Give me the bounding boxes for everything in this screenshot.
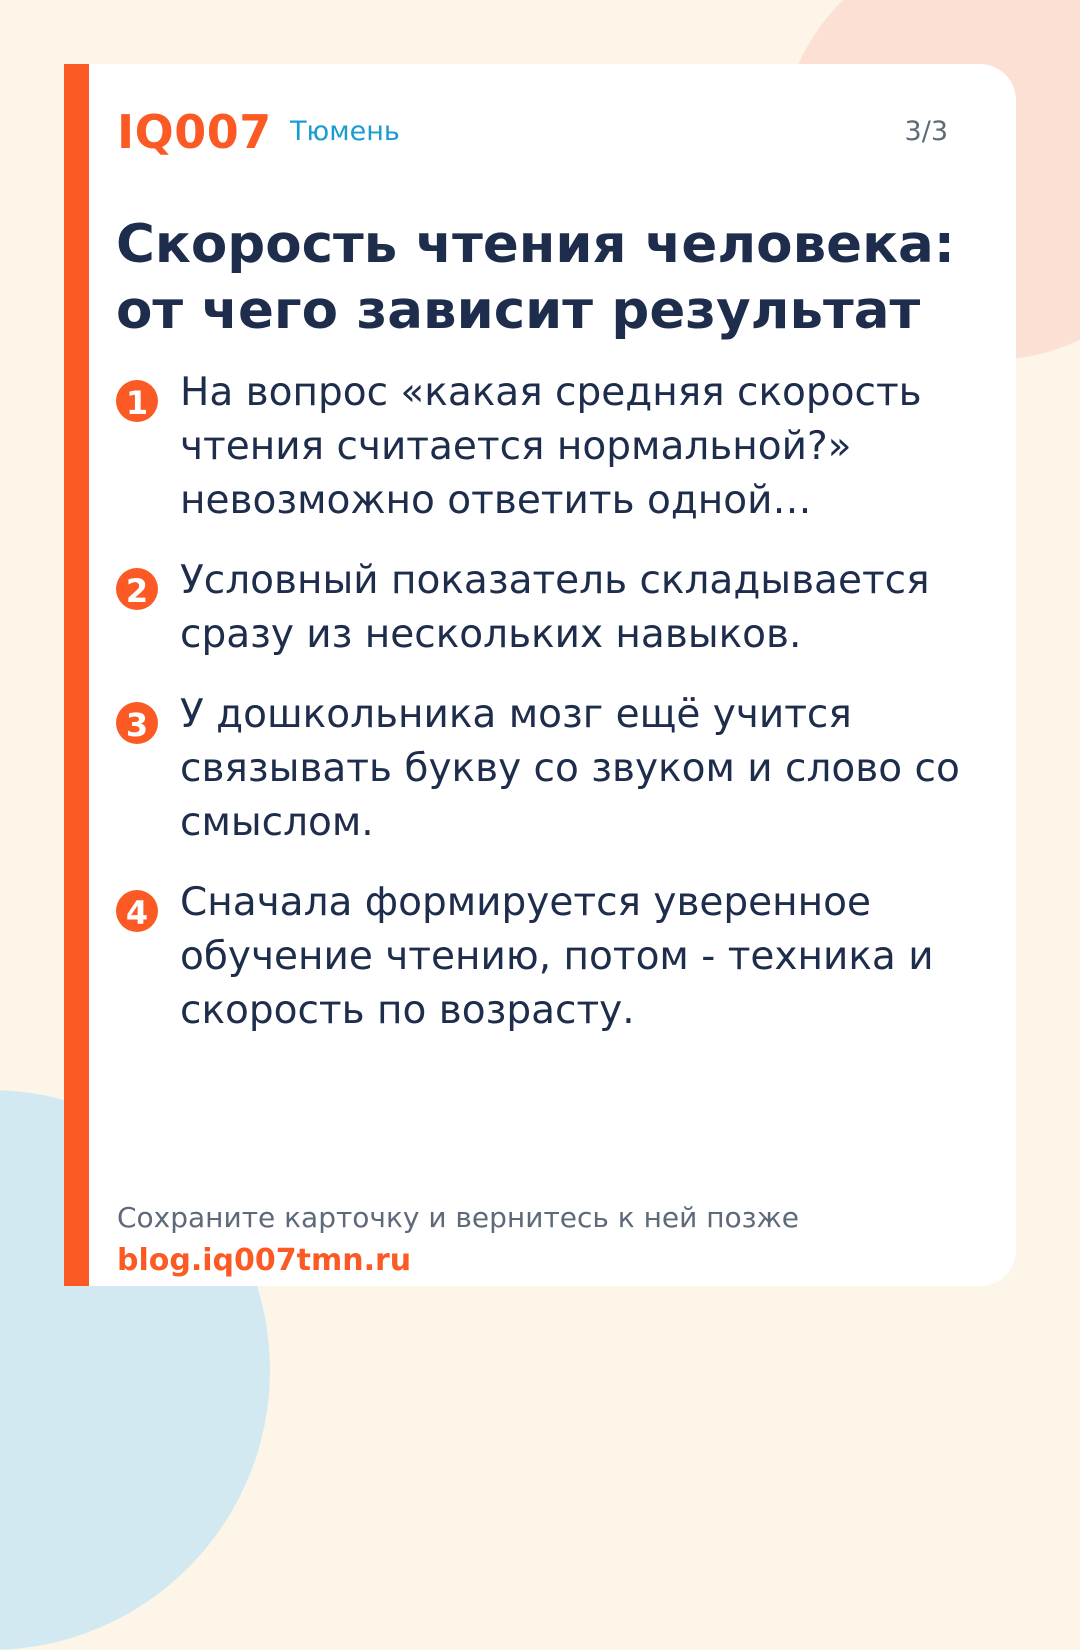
accent-bar <box>64 64 89 1286</box>
list-item <box>116 876 996 1038</box>
point-text: У дошкольника мозг ещё учится связывать букву со звуком и слово со смыслом. <box>180 692 960 845</box>
blog-link[interactable]: blog.iq007tmn.ru <box>117 1243 412 1278</box>
page-indicator: 3/3 <box>904 116 948 147</box>
footer-note: Сохраните карточку и вернитесь к ней позже <box>117 1201 799 1234</box>
point-text: На вопрос «какая средняя скорость чтения считается нормальной?» невозможно ответить одной… <box>180 370 922 523</box>
brand-logo: IQ007 <box>117 105 272 159</box>
list-item <box>116 366 996 528</box>
point-text: Сначала формируется уверенное обучение чтению, потом - техника и скорость по возрасту. <box>180 880 934 1033</box>
list-item <box>116 554 996 662</box>
number-badge: 4 <box>116 890 158 932</box>
number-badge: 1 <box>116 380 158 422</box>
number-badge: 3 <box>116 702 158 744</box>
points-list <box>116 366 996 1064</box>
card-title: Скорость чтения человека: от чего зависит результат <box>116 214 955 341</box>
city-label: Тюмень <box>290 116 400 147</box>
list-item <box>116 688 996 850</box>
number-badge: 2 <box>116 568 158 610</box>
point-text: Условный показатель складывается сразу из нескольких навыков. <box>180 558 930 657</box>
content-card <box>64 64 1016 1286</box>
